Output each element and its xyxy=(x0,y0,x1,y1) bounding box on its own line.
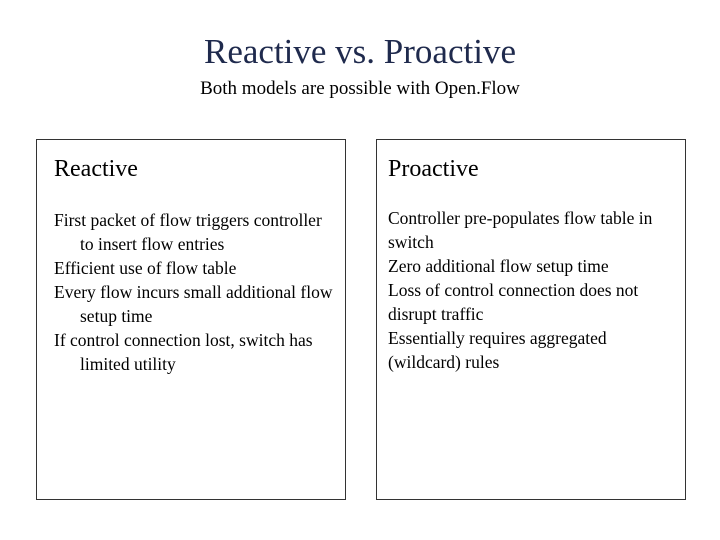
slide-title: Reactive vs. Proactive xyxy=(204,32,516,71)
list-item: Zero additional flow setup time xyxy=(388,256,609,276)
reactive-heading: Reactive xyxy=(54,156,138,182)
list-item: First packet of flow triggers controller to insert flow entries xyxy=(54,210,322,254)
proactive-list xyxy=(388,206,677,374)
reactive-list xyxy=(54,208,337,376)
list-item: Essentially requires aggregated (wildcard) rules xyxy=(388,328,607,372)
list-item: Controller pre-populates flow table in switch xyxy=(388,208,653,252)
list-item: Loss of control connection does not disrupt traffic xyxy=(388,280,639,324)
proactive-panel xyxy=(376,139,686,500)
list-item: Every flow incurs small additional flow setup time xyxy=(54,282,333,326)
slide-subtitle: Both models are possible with Open.Flow xyxy=(200,78,520,99)
list-item: Efficient use of flow table xyxy=(54,258,237,278)
reactive-panel xyxy=(36,139,346,500)
proactive-heading: Proactive xyxy=(388,156,479,182)
list-item: If control connection lost, switch has limited utility xyxy=(54,330,313,374)
